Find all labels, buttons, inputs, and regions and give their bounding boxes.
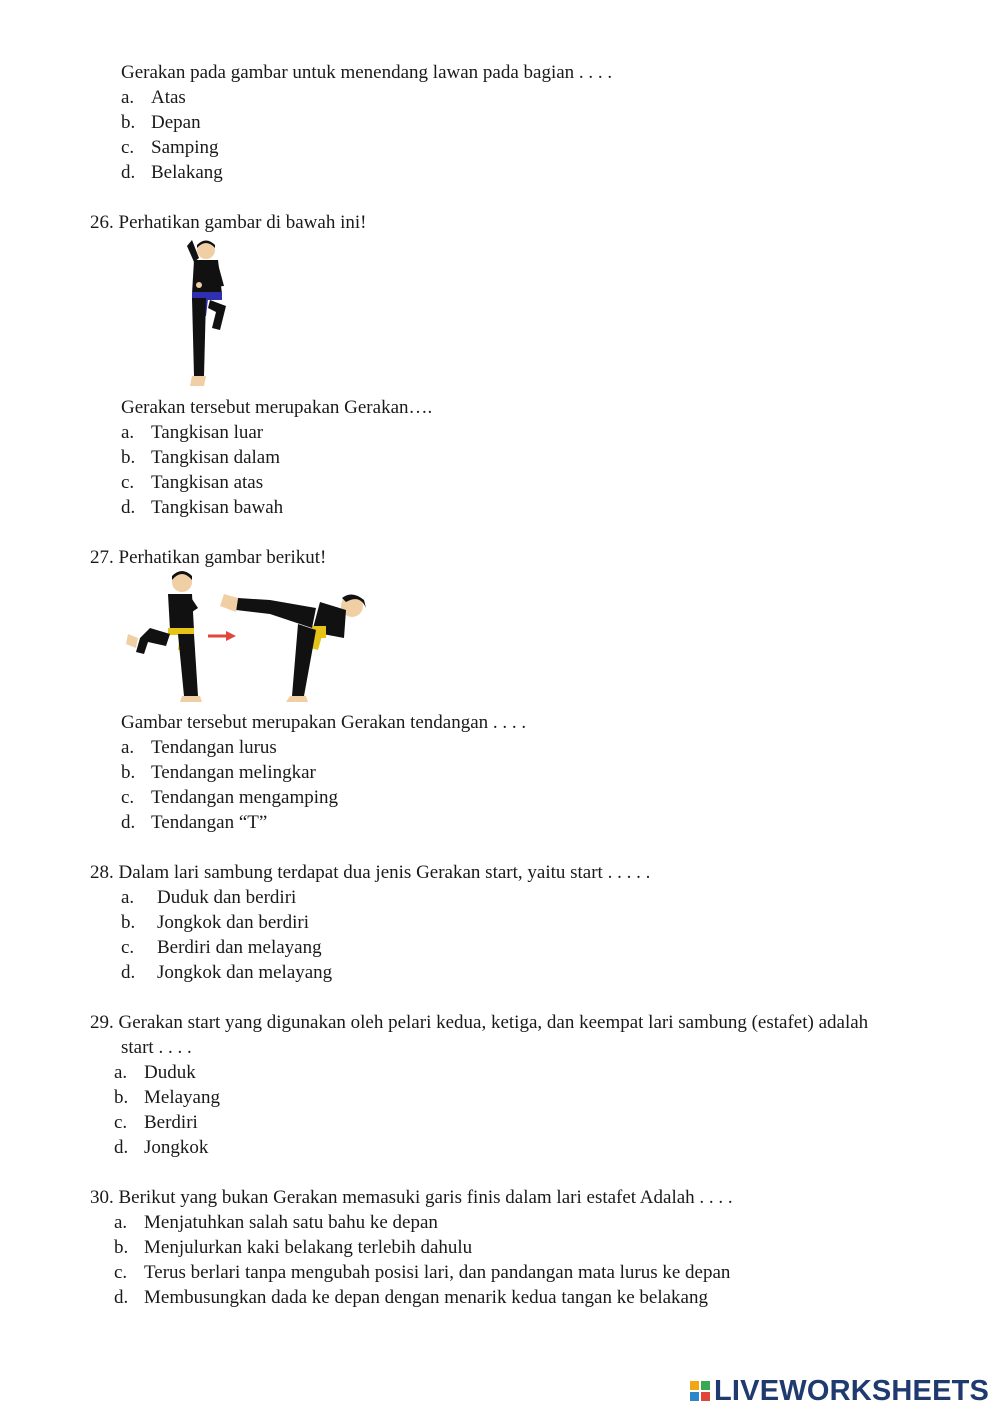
q30-option-c[interactable]: c. Terus berlari tanpa mengubah posisi lari, dan pandangan mata lurus ke depan	[114, 1262, 731, 1283]
q28-option-a[interactable]: a. Duduk dan berdiri	[121, 887, 297, 908]
q29-question: 29. Gerakan start yang digunakan oleh pelari kedua, ketiga, dan keempat lari sambung (estafet) adalah	[90, 1012, 869, 1033]
q30-option-d[interactable]: d. Membusungkan dada ke depan dengan menarik kedua tangan ke belakang	[114, 1287, 708, 1308]
q26-question: Gerakan tersebut merupakan Gerakan….	[121, 397, 433, 418]
q29-option-b[interactable]: b. Melayang	[114, 1087, 220, 1108]
q30-option-b[interactable]: b. Menjulurkan kaki belakang terlebih dahulu	[114, 1237, 473, 1258]
q27-option-d[interactable]: d. Tendangan “T”	[121, 812, 268, 833]
q25-option-d[interactable]: d. Belakang	[121, 162, 223, 183]
q28-option-b[interactable]: b. Jongkok dan berdiri	[121, 912, 309, 933]
q25-option-a[interactable]: a. Atas	[121, 87, 186, 108]
q26-option-b[interactable]: b. Tangkisan dalam	[121, 447, 280, 468]
q27-option-c[interactable]: c. Tendangan mengamping	[121, 787, 339, 808]
q27-prompt: 27. Perhatikan gambar berikut!	[90, 547, 327, 568]
silat-kick-sequence-figure	[120, 568, 382, 706]
q29-option-a[interactable]: a. Duduk	[114, 1062, 196, 1083]
liveworksheets-logo[interactable]	[690, 1374, 989, 1408]
q26-option-c[interactable]: c. Tangkisan atas	[121, 472, 264, 493]
q27-option-b[interactable]: b. Tendangan melingkar	[121, 762, 316, 783]
q28-option-d[interactable]: d. Jongkok dan melayang	[121, 962, 333, 983]
q27-option-a[interactable]: a. Tendangan lurus	[121, 737, 277, 758]
q26-option-a[interactable]: a. Tangkisan luar	[121, 422, 264, 443]
q29-option-d[interactable]: d. Jongkok	[114, 1137, 209, 1158]
q25-option-c[interactable]: c. Samping	[121, 137, 219, 158]
q30-question: 30. Berikut yang bukan Gerakan memasuki garis finis dalam lari estafet Adalah . . . .	[90, 1187, 733, 1208]
q30-option-a[interactable]: a. Menjatuhkan salah satu bahu ke depan	[114, 1212, 438, 1233]
q26-option-d[interactable]: d. Tangkisan bawah	[121, 497, 284, 518]
q28-question: 28. Dalam lari sambung terdapat dua jenis Gerakan start, yaitu start . . . . .	[90, 862, 651, 883]
q29-option-c[interactable]: c. Berdiri	[114, 1112, 198, 1133]
liveworksheets-logo-icon	[690, 1381, 710, 1401]
q25-option-b[interactable]: b. Depan	[121, 112, 201, 133]
silat-parry-figure	[170, 236, 240, 394]
q27-question: Gambar tersebut merupakan Gerakan tendangan . . . .	[121, 712, 527, 733]
liveworksheets-logo-text: LIVEWORKSHEETS	[714, 1374, 990, 1407]
q29-question-continued: start . . . .	[121, 1037, 192, 1058]
q28-option-c[interactable]: c. Berdiri dan melayang	[121, 937, 322, 958]
q26-prompt: 26. Perhatikan gambar di bawah ini!	[90, 212, 367, 233]
q25-question: Gerakan pada gambar untuk menendang lawan pada bagian . . . .	[121, 62, 613, 83]
